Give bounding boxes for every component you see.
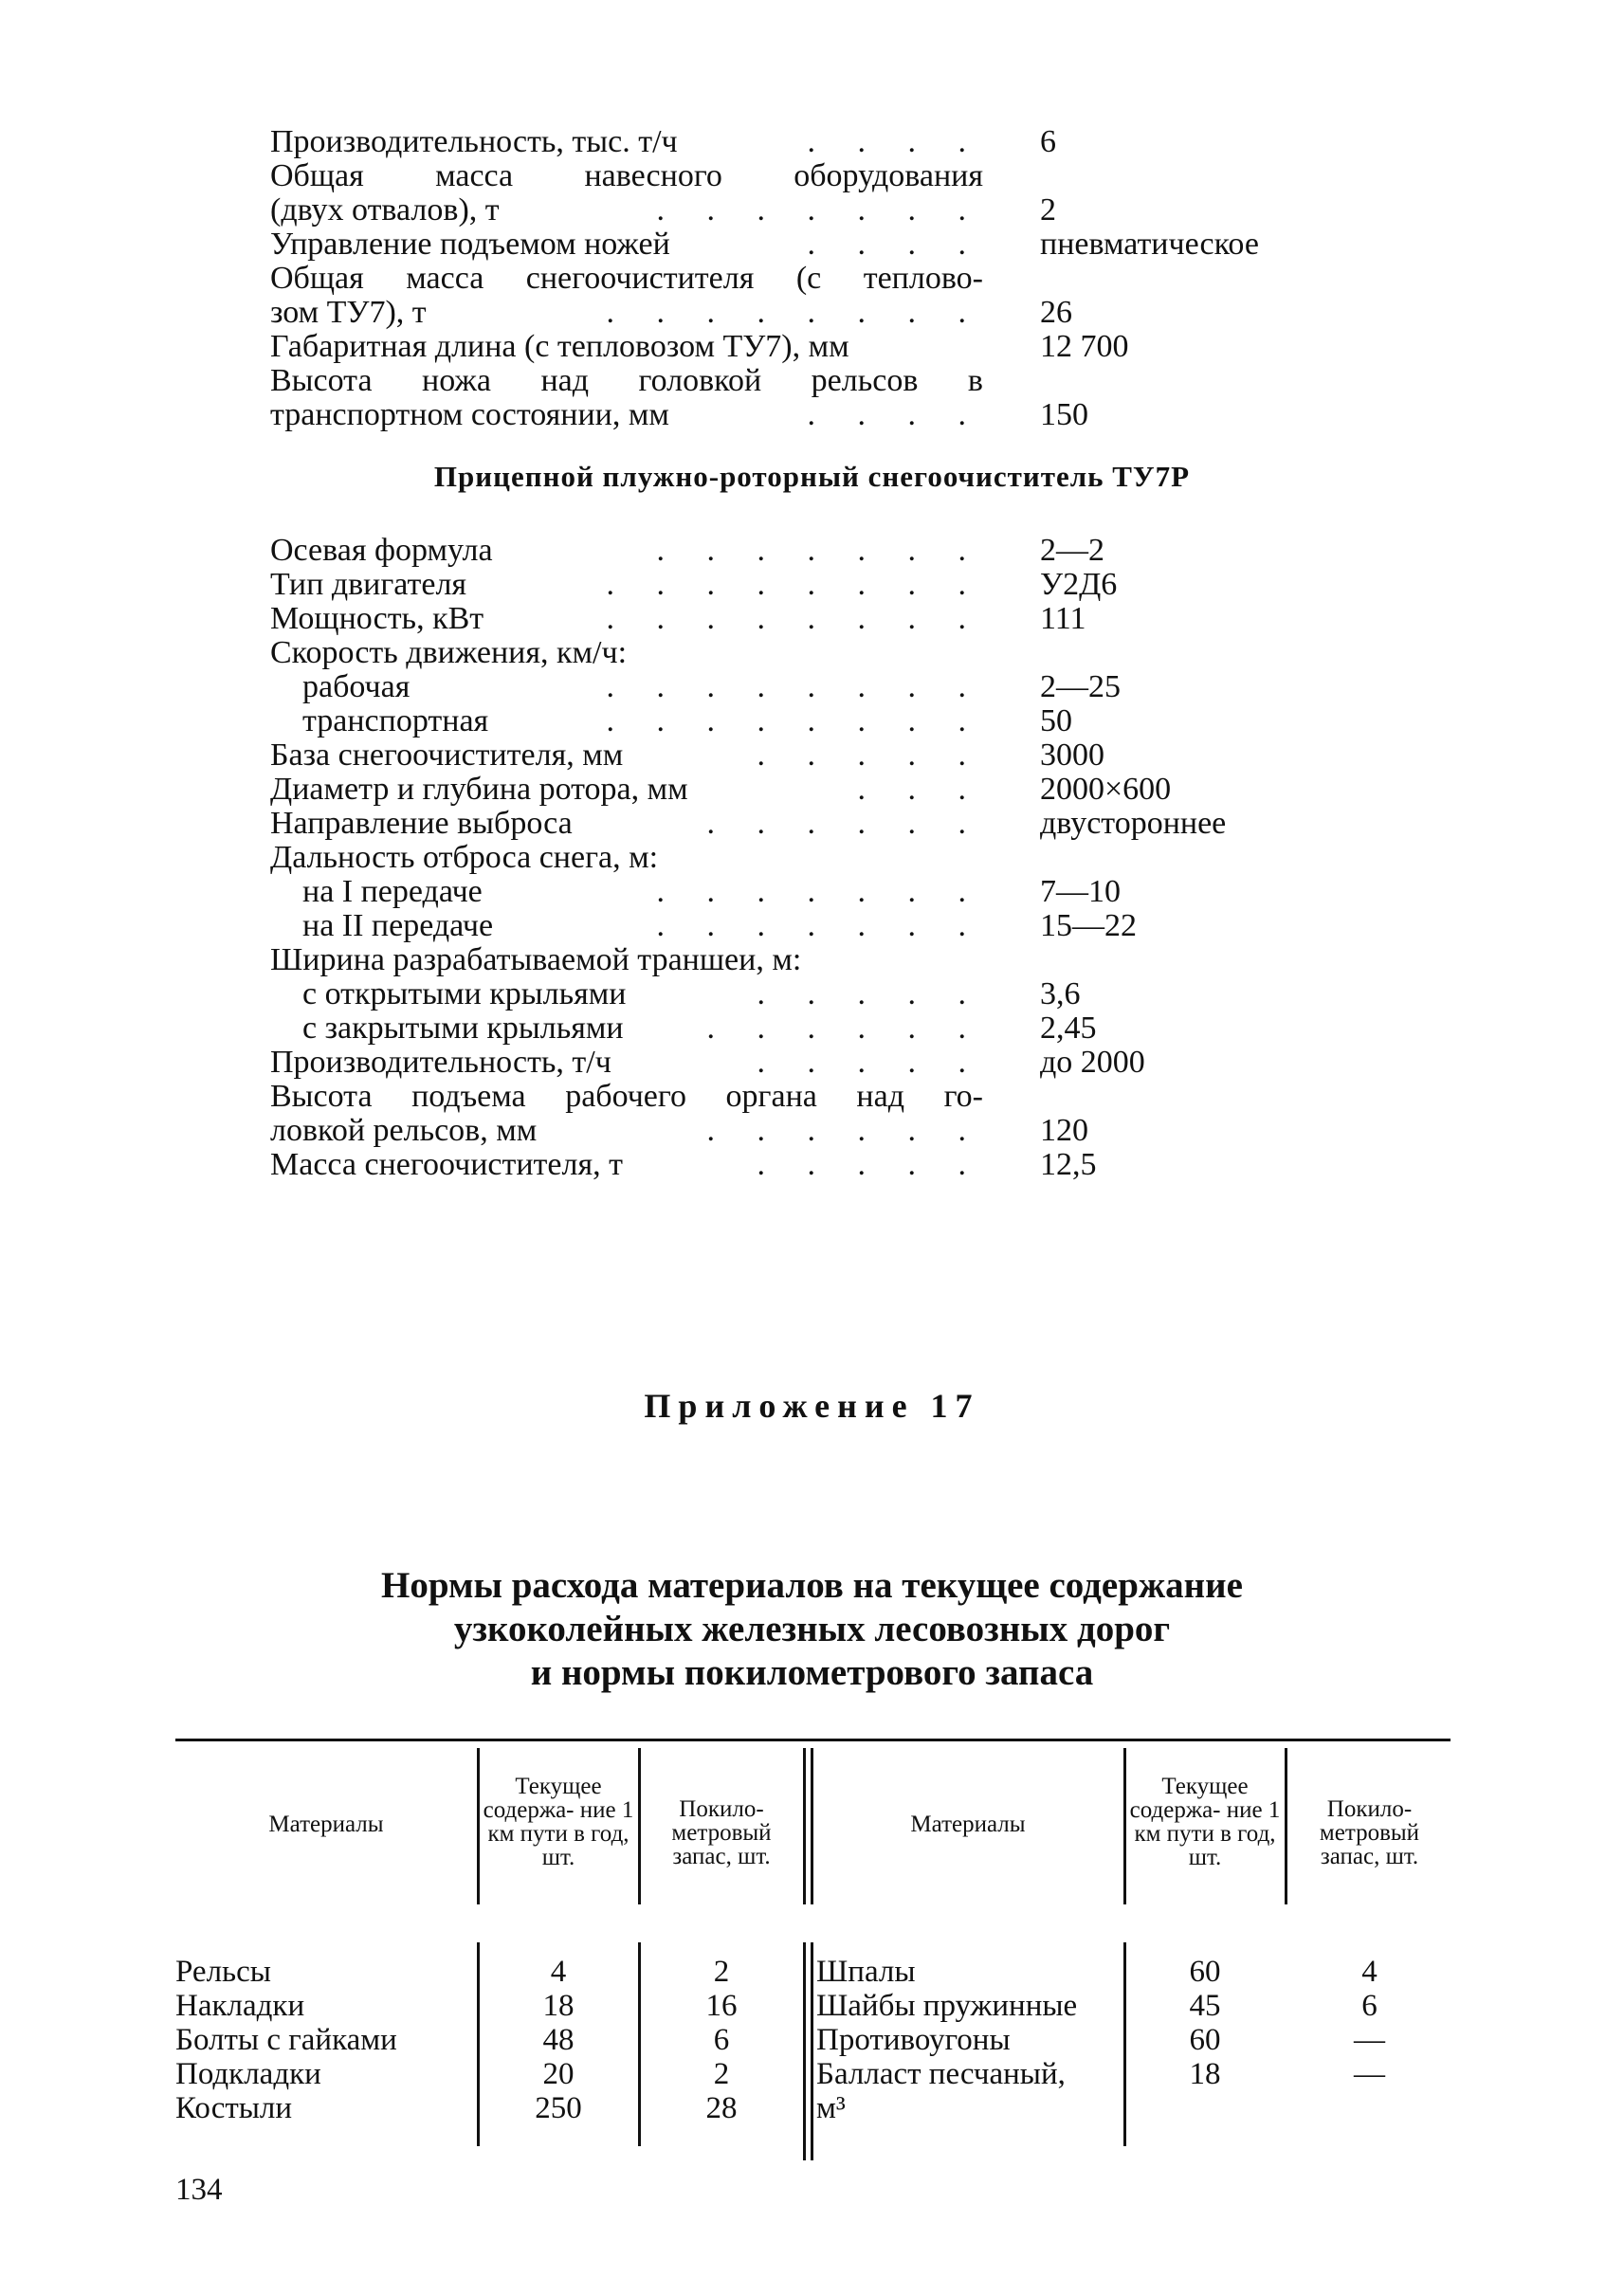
page-number: 134 <box>175 2173 223 2207</box>
spec-value: 111 <box>1040 601 1086 636</box>
spec-value: 12 700 <box>1040 329 1129 364</box>
col-divider <box>811 1942 813 2160</box>
spec-word: Высота <box>270 1079 373 1114</box>
table-cell: 4 <box>550 1955 567 1989</box>
spec-label <box>270 1080 983 1114</box>
spec-value: 26 <box>1040 295 1072 330</box>
spec-row <box>270 1148 1275 1182</box>
spec-row <box>270 193 1275 228</box>
table-cell: 2 <box>713 1955 730 1989</box>
spec-word: оборудования <box>794 158 983 193</box>
col-divider <box>1123 1942 1126 2146</box>
spec-value: У2Д6 <box>1040 567 1118 602</box>
spec-label: на II передаче <box>302 908 494 943</box>
leader-dots: . . . . . . . . <box>606 601 983 636</box>
col-divider <box>638 1942 641 2146</box>
spec-row <box>270 875 1275 909</box>
spec-value: 50 <box>1040 703 1072 738</box>
spec-word: (с <box>795 261 822 296</box>
table-cell: 16 <box>705 1989 738 2023</box>
spec-value: 120 <box>1040 1113 1088 1148</box>
spec-word: масса <box>435 158 514 193</box>
table-cell: — <box>1354 2023 1385 2057</box>
spec-label <box>270 262 983 296</box>
spec-row <box>270 1080 1275 1114</box>
materials-table <box>175 1739 1451 2184</box>
spec-label: на I передаче <box>302 874 483 909</box>
table-cell: 60 <box>1189 1955 1221 1989</box>
col-divider <box>638 1748 641 1904</box>
table-cell: Балласт песчаный, <box>816 2057 1066 2091</box>
spec-value: двустороннее <box>1040 806 1227 841</box>
spec-word: Общая <box>270 261 364 296</box>
header-materials: Материалы <box>268 1812 384 1837</box>
header-reserve: Покило- метровый запас, шт. <box>671 1796 772 1869</box>
spec-value: 2—25 <box>1040 669 1121 704</box>
table-cell: 2 <box>713 2057 730 2091</box>
leader-dots: . . . . . . . . <box>606 567 983 602</box>
col-divider <box>811 1748 813 1904</box>
spec-word: над <box>856 1079 905 1114</box>
spec-row <box>270 773 1275 807</box>
header-current: Текущее содержа- ние 1 км пути в год, шт. <box>1129 1774 1281 1870</box>
leader-dots: . . . . . . . . <box>606 669 983 704</box>
table-cell: 60 <box>1189 2023 1221 2057</box>
title-line: узкоколейных железных лесовозных дорог <box>453 1609 1171 1649</box>
spec-label: транспортном состоянии, мм <box>270 397 669 432</box>
col-divider <box>803 1748 806 1904</box>
table-cell: Шпалы <box>816 1955 916 1989</box>
spec-word: масса <box>406 261 484 296</box>
leader-dots: . . . . . . . <box>656 533 983 568</box>
spec-value: 2—2 <box>1040 533 1104 568</box>
spec-word: над <box>540 363 590 398</box>
spec-label: с открытыми крыльями <box>302 976 627 1011</box>
spec-value: 12,5 <box>1040 1147 1097 1182</box>
spec-label: Производительность, т/ч <box>270 1045 611 1080</box>
table-cell: 4 <box>1361 1955 1378 1989</box>
spec-word: теплово- <box>863 261 983 296</box>
spec-value: 15—22 <box>1040 908 1137 943</box>
header-current: Текущее содержа- ние 1 км пути в год, шт. <box>483 1774 634 1870</box>
spec-row <box>270 704 1275 738</box>
table-cell: 6 <box>713 2023 730 2057</box>
leader-dots: . . . . . <box>757 1147 983 1182</box>
spec-value: 2000×600 <box>1040 772 1172 807</box>
spec-label: Масса снегоочистителя, т <box>270 1147 623 1182</box>
spec-word: рельсов <box>811 363 919 398</box>
spec-row <box>270 602 1275 636</box>
header-materials: Материалы <box>910 1812 1026 1837</box>
leader-dots: . . . . . . . <box>656 192 983 228</box>
spec-label: Дальность отброса снега, м: <box>270 840 659 875</box>
table-cell: Костыли <box>175 2091 293 2125</box>
col-divider <box>477 1748 480 1904</box>
table-cell: Подкладки <box>175 2057 321 2091</box>
spec-word: Высота <box>270 363 373 398</box>
spec-value: 150 <box>1040 397 1088 432</box>
spec-word: Общая <box>270 158 364 193</box>
leader-dots: . . . . . . . <box>656 874 983 909</box>
col-divider <box>1123 1748 1126 1904</box>
leader-dots: . . . . . . <box>706 1113 983 1148</box>
spec-value: 2,45 <box>1040 1011 1097 1046</box>
spec-label: ловкой рельсов, мм <box>270 1113 538 1148</box>
table-cell: 48 <box>542 2023 575 2057</box>
spec-label: Скорость движения, км/ч: <box>270 635 628 670</box>
spec-word: навесного <box>584 158 722 193</box>
spec-row <box>270 841 1275 875</box>
table-cell: Противоугоны <box>816 2023 1011 2057</box>
title-line: Нормы расхода материалов на текущее содержание <box>381 1565 1243 1606</box>
spec-row <box>270 1114 1275 1148</box>
spec-row <box>270 330 1275 364</box>
leader-dots: . . . . . . . . <box>606 703 983 738</box>
spec-row <box>270 977 1275 1011</box>
spec-label: База снегоочистителя, мм <box>270 738 624 773</box>
spec-row <box>270 670 1275 704</box>
spec-label: Тип двигателя <box>270 567 467 602</box>
col-divider <box>477 1942 480 2146</box>
spec-label <box>270 159 983 193</box>
spec-row <box>270 159 1275 193</box>
col-divider <box>1285 1748 1287 1904</box>
leader-dots: . . . . . . . <box>656 908 983 943</box>
leader-dots: . . . . <box>807 124 983 159</box>
appendix-label: Приложение 17 <box>644 1387 980 1425</box>
table-cell: 28 <box>705 2091 738 2125</box>
spec-row <box>270 364 1275 398</box>
spec-label: зом ТУ7), т <box>270 295 427 330</box>
spec-word: головкой <box>638 363 762 398</box>
spec-label: Ширина разрабатываемой траншеи, м: <box>270 942 802 977</box>
leader-dots: . . . . <box>807 227 983 262</box>
spec-row <box>270 807 1275 841</box>
spec-row <box>270 738 1275 773</box>
spec-word: в <box>967 363 983 398</box>
spec-label: Мощность, кВт <box>270 601 484 636</box>
spec-value: 3000 <box>1040 738 1104 773</box>
table-cell: 18 <box>1189 2057 1221 2091</box>
leader-dots: . . . . . . . . <box>606 295 983 330</box>
spec-row <box>270 296 1275 330</box>
spec-word: подъема <box>411 1079 526 1114</box>
spec-word: ножа <box>422 363 491 398</box>
spec-row <box>270 125 1275 159</box>
spec-label: Диаметр и глубина ротора, мм <box>270 772 688 807</box>
section-subheading: Прицепной плужно-роторный снегоочиститель ТУ7Р <box>433 460 1191 493</box>
col-divider <box>803 1942 806 2160</box>
spec-row <box>270 943 1275 977</box>
leader-dots: . . . . . <box>757 738 983 773</box>
spec-value: пневматическое <box>1040 227 1259 262</box>
spec-row <box>270 909 1275 943</box>
spec-row <box>270 398 1275 432</box>
spec-label: Направление выброса <box>270 806 573 841</box>
spec-word: го- <box>943 1079 983 1114</box>
title-line: и нормы покилометрового запаса <box>530 1652 1094 1693</box>
table-cell: м³ <box>816 2091 846 2125</box>
spec-value: 2 <box>1040 192 1056 228</box>
table-cell: 250 <box>535 2091 582 2125</box>
spec-row <box>270 534 1275 568</box>
spec-label: транспортная <box>302 703 489 738</box>
spec-row <box>270 228 1275 262</box>
spec-word: снегоочистителя <box>525 261 755 296</box>
leader-dots: . . . . . . <box>706 1011 983 1046</box>
spec-label: с закрытыми крыльями <box>302 1011 624 1046</box>
spec-list-rotor <box>270 534 1275 1182</box>
leader-dots: . . . . . <box>757 976 983 1011</box>
table-cell: 18 <box>542 1989 575 2023</box>
header-reserve: Покило- метровый запас, шт. <box>1319 1796 1420 1869</box>
spec-label: рабочая <box>302 669 411 704</box>
table-cell: — <box>1354 2057 1385 2091</box>
spec-value: 7—10 <box>1040 874 1121 909</box>
table-cell: 20 <box>542 2057 575 2091</box>
table-cell: Болты с гайками <box>175 2023 397 2057</box>
table-cell: Рельсы <box>175 1955 271 1989</box>
spec-list-top <box>270 125 1275 432</box>
spec-value: до 2000 <box>1040 1045 1145 1080</box>
spec-label: (двух отвалов), т <box>270 192 500 228</box>
leader-dots: . . . . <box>807 397 983 432</box>
spec-label: Управление подъемом ножей <box>270 227 670 262</box>
spec-value: 6 <box>1040 124 1056 159</box>
spec-word: рабочего <box>565 1079 686 1114</box>
table-cell: Шайбы пружинные <box>816 1989 1078 2023</box>
spec-row <box>270 568 1275 602</box>
spec-row <box>270 1046 1275 1080</box>
table-cell: 45 <box>1189 1989 1221 2023</box>
spec-label: Габаритная длина (с тепловозом ТУ7), мм <box>270 329 849 364</box>
table-cell: 6 <box>1361 1989 1378 2023</box>
leader-dots: . . . . . . <box>706 806 983 841</box>
table-top-rule <box>175 1739 1451 1741</box>
spec-label <box>270 364 983 398</box>
leader-dots: . . . <box>857 772 983 807</box>
spec-label: Производительность, тыс. т/ч <box>270 124 678 159</box>
spec-row <box>270 1011 1275 1046</box>
spec-row <box>270 636 1275 670</box>
spec-row <box>270 262 1275 296</box>
leader-dots: . . . . . <box>757 1045 983 1080</box>
spec-label: Осевая формула <box>270 533 493 568</box>
table-cell: Накладки <box>175 1989 305 2023</box>
spec-word: органа <box>725 1079 817 1114</box>
spec-value: 3,6 <box>1040 976 1081 1011</box>
table-title <box>0 1564 1624 1695</box>
